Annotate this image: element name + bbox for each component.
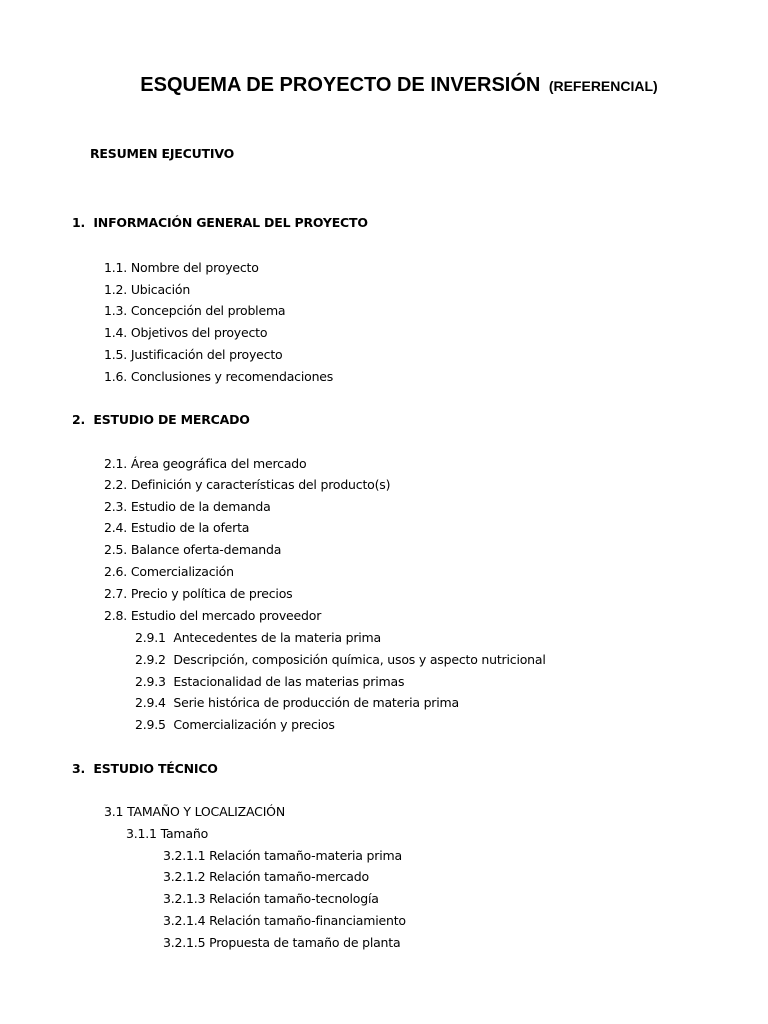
title-main: ESQUEMA DE PROYECTO DE INVERSIÓN: [140, 74, 541, 96]
sub-list-item: 2.9.3 Estacionalidad de las materias primas: [135, 674, 405, 689]
sub-sub-list-item: 3.2.1.2 Relación tamaño-mercado: [163, 869, 369, 884]
list-item: 2.7. Precio y política de precios: [104, 586, 293, 601]
sub-sub-list-item: 3.2.1.4 Relación tamaño-financiamiento: [163, 913, 406, 928]
sub-list-item: 3.1.1 Tamaño: [126, 826, 209, 841]
list-item: 1.1. Nombre del proyecto: [104, 260, 259, 275]
section-number: 3.: [72, 761, 86, 776]
title-sub: (REFERENCIAL): [548, 78, 658, 94]
section-title: ESTUDIO DE MERCADO: [93, 412, 250, 427]
list-item: 2.5. Balance oferta-demanda: [104, 542, 282, 557]
list-item: 2.1. Área geográfica del mercado: [104, 456, 307, 471]
section-number: 2.: [72, 412, 86, 427]
section-number: 1.: [72, 215, 86, 230]
list-item: 2.2. Definición y características del producto(s): [104, 477, 391, 492]
sub-sub-list-item: 3.2.1.5 Propuesta de tamaño de planta: [163, 935, 401, 950]
list-item: 1.2. Ubicación: [104, 282, 191, 297]
section-title: INFORMACIÓN GENERAL DEL PROYECTO: [93, 215, 368, 230]
section-title: ESTUDIO TÉCNICO: [93, 761, 218, 776]
section-heading-2: [72, 412, 250, 427]
list-item: 2.3. Estudio de la demanda: [104, 499, 271, 514]
sub-sub-list-item: 3.2.1.1 Relación tamaño-materia prima: [163, 848, 402, 863]
sub-sub-list-item: 3.2.1.3 Relación tamaño-tecnología: [163, 891, 379, 906]
list-item: 1.3. Concepción del problema: [104, 303, 286, 318]
section-heading-3: [72, 761, 218, 776]
list-item: 2.4. Estudio de la oferta: [104, 520, 250, 535]
sub-list-item: 2.9.2 Descripción, composición química, usos y aspecto nutricional: [135, 652, 546, 667]
list-item: 3.1 TAMAÑO Y LOCALIZACIÓN: [104, 804, 285, 819]
sub-list-item: 2.9.4 Serie histórica de producción de materia prima: [135, 695, 459, 710]
list-item: 1.4. Objetivos del proyecto: [104, 325, 268, 340]
sub-list-item: 2.9.5 Comercialización y precios: [135, 717, 335, 732]
document-title: [0, 74, 768, 97]
section-heading-1: [72, 215, 368, 230]
list-item: 2.8. Estudio del mercado proveedor: [104, 608, 322, 623]
sub-list-item: 2.9.1 Antecedentes de la materia prima: [135, 630, 381, 645]
resumen-heading: RESUMEN EJECUTIVO: [90, 146, 235, 161]
list-item: 1.5. Justificación del proyecto: [104, 347, 283, 362]
list-item: 1.6. Conclusiones y recomendaciones: [104, 369, 334, 384]
list-item: 2.6. Comercialización: [104, 564, 234, 579]
